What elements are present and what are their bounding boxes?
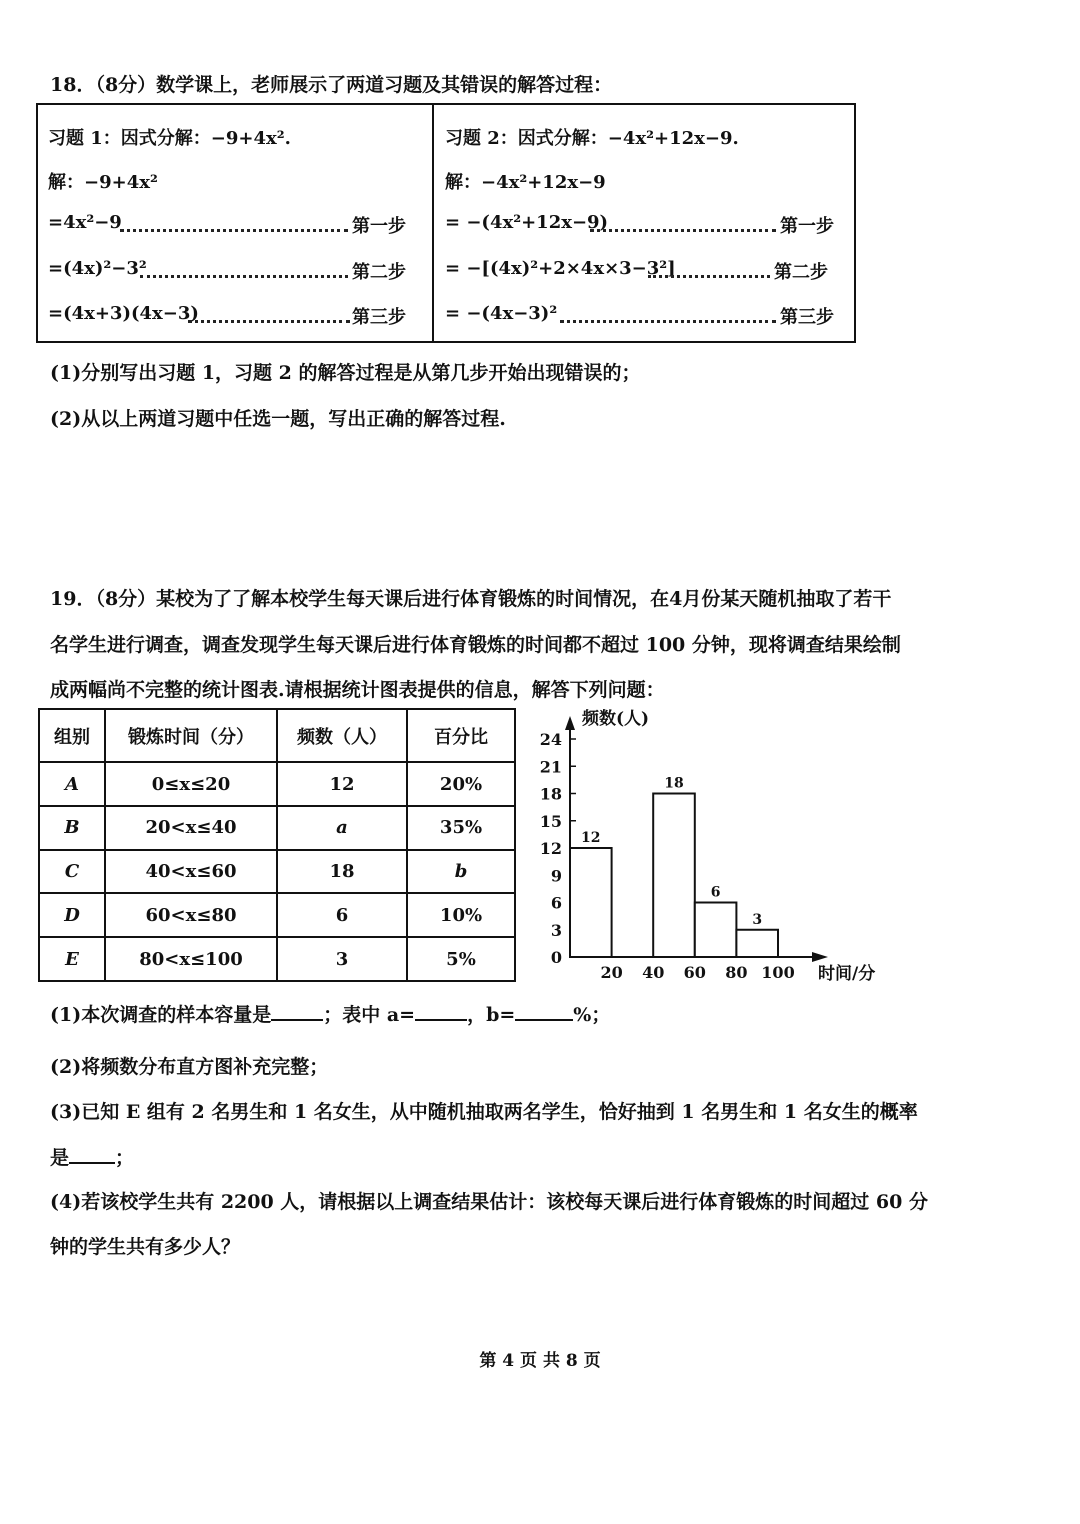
exercise1-step3-expr: =(4x+3)(4x−3) — [48, 303, 199, 324]
y-tick-label: 15 — [539, 811, 562, 831]
exercise1-step1-expr: =4x²−9 — [48, 212, 122, 233]
table-cell-range: 40<x≤60 — [105, 850, 277, 894]
q18-header: 18．（8分）数学课上，老师展示了两道习题及其错误的解答过程： — [50, 74, 613, 96]
table-cell-range: 60<x≤80 — [105, 893, 277, 937]
table-cell-group: E — [39, 937, 105, 981]
table-cell-frequency: 3 — [277, 937, 407, 981]
table-row — [39, 850, 515, 894]
answer-blank-b[interactable] — [515, 1019, 573, 1021]
answer-blank-probability[interactable] — [69, 1162, 115, 1164]
q19-intro-line2: 名学生进行调查，调查发现学生每天课后进行体育锻炼的时间都不超过 100 分钟，现将调查结果绘制 — [50, 634, 901, 656]
bar-value-label: 12 — [581, 830, 601, 846]
exercise1-step2-leader — [140, 275, 348, 278]
table-row — [39, 893, 515, 937]
q18-box-divider — [432, 103, 434, 343]
q19-part4-line1: (4)若该校学生共有 2200 人，请根据以上调查结果估计：该校每天课后进行体育锻炼的时间超过 60 分 — [50, 1191, 928, 1213]
table-cell-group: D — [39, 893, 105, 937]
table-cell-frequency: 6 — [277, 893, 407, 937]
table-cell-frequency: 12 — [277, 762, 407, 806]
answer-blank-sample-size[interactable] — [271, 1019, 323, 1021]
page-footer: 第 4 页 共 8 页 — [479, 1351, 601, 1371]
histogram-bar — [736, 930, 778, 957]
table-cell-range: 20<x≤40 — [105, 806, 277, 850]
x-axis-arrow — [812, 952, 828, 962]
table-cell-group: B — [39, 806, 105, 850]
table-cell-range: 80<x≤100 — [105, 937, 277, 981]
q19-part1 — [50, 1000, 610, 1027]
x-tick-label: 20 — [600, 963, 623, 982]
exercise1-step2-label: 第二步 — [352, 262, 406, 283]
y-tick-label: 6 — [550, 893, 562, 913]
table-header-cell: 组别 — [39, 709, 105, 762]
x-tick-label: 60 — [683, 963, 706, 982]
table-cell-percent: 35% — [407, 806, 515, 850]
exercise1-step1-leader — [120, 229, 348, 232]
y-tick-label: 24 — [539, 730, 562, 749]
q19-intro-line3: 成两幅尚不完整的统计图表.请根据统计图表提供的信息，解答下列问题： — [50, 679, 665, 701]
table-row — [39, 937, 515, 981]
table-cell-frequency: 18 — [277, 850, 407, 894]
bar-value-label: 6 — [710, 884, 721, 901]
exercise2-solve: 解：−4x²+12x−9 — [445, 172, 606, 193]
q19-part3-line2 — [50, 1143, 134, 1170]
histogram-bar — [570, 848, 612, 957]
q19-part1-text-d: %； — [573, 1004, 611, 1026]
histogram-bar — [653, 794, 695, 958]
y-tick-label: 3 — [550, 920, 562, 940]
q18-part1: (1)分别写出习题 1，习题 2 的解答过程是从第几步开始出现错误的； — [50, 362, 641, 384]
q19-part4-line2: 钟的学生共有多少人？ — [50, 1236, 241, 1258]
exercise2-step1-expr: = −(4x²+12x−9) — [445, 212, 609, 233]
exercise2-step3-expr: = −(4x−3)² — [445, 303, 558, 324]
q19-part3-text-a: 是 — [50, 1147, 70, 1169]
q19-part3-line1: (3)已知 E 组有 2 名男生和 1 名女生，从中随机抽取两名学生，恰好抽到 1 名男生和 1 名女生的概率 — [50, 1101, 918, 1123]
y-tick-label: 9 — [550, 866, 562, 886]
q19-part1-text-c: ，b= — [467, 1004, 516, 1026]
exercise2-step1-leader — [590, 229, 776, 232]
table-header-row — [39, 709, 515, 762]
q19-part1-text-b: ；表中 a= — [323, 1004, 416, 1026]
table-row — [39, 762, 515, 806]
table-header-cell: 频数（人） — [277, 709, 407, 762]
q19-part2: (2)将频数分布直方图补充完整； — [50, 1056, 329, 1078]
y-tick-label: 0 — [550, 948, 562, 967]
table-cell-percent: 20% — [407, 762, 515, 806]
x-axis-label: 时间/分 — [818, 964, 876, 984]
x-tick-label: 80 — [725, 963, 748, 982]
table-row — [39, 806, 515, 850]
table-cell-percent: b — [407, 850, 515, 894]
exercise2-step1-label: 第一步 — [780, 216, 834, 237]
frequency-table — [38, 708, 516, 982]
q19-part1-text-a: (1)本次调查的样本容量是 — [50, 1004, 272, 1026]
y-tick-label: 12 — [539, 839, 562, 858]
bar-value-label: 3 — [752, 911, 763, 928]
histogram-bar — [695, 903, 737, 958]
y-axis-arrow — [565, 716, 575, 730]
exercise2-step2-label: 第二步 — [774, 262, 828, 283]
y-axis-label: 频数(人) — [582, 709, 650, 729]
table-header-cell: 锻炼时间（分） — [105, 709, 277, 762]
y-tick-label: 21 — [539, 757, 562, 777]
q19-part3-text-b: ； — [115, 1147, 135, 1169]
table-cell-range: 0≤x≤20 — [105, 762, 277, 806]
table-header-cell: 百分比 — [407, 709, 515, 762]
exercise2-step3-leader — [560, 320, 776, 323]
exercise1-step2-expr: =(4x)²−3² — [48, 258, 147, 279]
exercise2-step2-leader — [648, 275, 770, 278]
q19-intro-line1: 19．（8分）某校为了了解本校学生每天课后进行体育锻炼的时间情况，在4月份某天随机抽取了若干 — [50, 588, 892, 610]
exercise2-step2-expr: = −[(4x)²+2×4x×3−3²] — [445, 258, 676, 279]
exercise2-title: 习题 2：因式分解：−4x²+12x−9. — [445, 128, 739, 149]
table-cell-percent: 10% — [407, 893, 515, 937]
exercise1-step3-label: 第三步 — [352, 307, 406, 328]
exercise2-step3-label: 第三步 — [780, 307, 834, 328]
x-tick-label: 40 — [642, 963, 665, 982]
bar-value-label: 18 — [664, 775, 684, 792]
y-tick-label: 18 — [539, 784, 562, 804]
exercise1-solve: 解：−9+4x² — [48, 172, 158, 193]
table-cell-group: C — [39, 850, 105, 894]
x-tick-label: 100 — [761, 963, 795, 982]
table-cell-group: A — [39, 762, 105, 806]
frequency-histogram — [530, 700, 900, 990]
exercise1-title: 习题 1：因式分解：−9+4x². — [48, 128, 291, 149]
exercise1-step3-leader — [188, 320, 350, 323]
exercise1-step1-label: 第一步 — [352, 216, 406, 237]
q18-part2: (2)从以上两道习题中任选一题，写出正确的解答过程. — [50, 408, 506, 430]
table-cell-frequency: a — [277, 806, 407, 850]
table-cell-percent: 5% — [407, 937, 515, 981]
answer-blank-a[interactable] — [415, 1019, 467, 1021]
